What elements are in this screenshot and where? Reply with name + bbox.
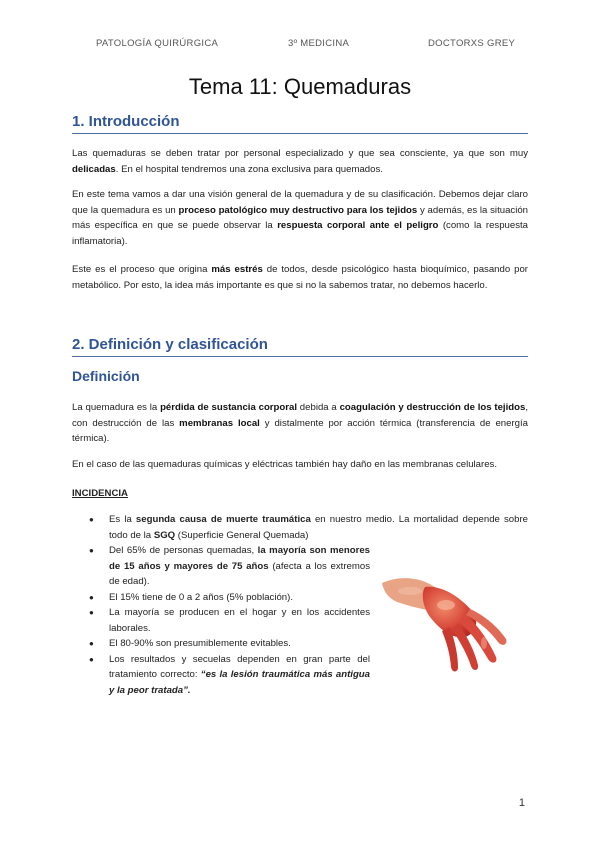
subheading-definicion: Definición bbox=[72, 368, 140, 384]
page-title: Tema 11: Quemaduras bbox=[188, 74, 412, 99]
intro-paragraph-2: En este tema vamos a dar una visión general de la quemadura y de su clasificación. Debemos dejar claro que la quemadura es un proceso patológico muy destructivo para los tejidos y además, es la situación más específica en que se puede observar la respuesta corporal ante el peligro (como la respuesta inflamatoria). bbox=[72, 189, 529, 247]
definition-paragraph-1: La quemadura es la pérdida de sustancia corporal debida a coagulación y destrucción de los tejidos, con destrucción de las membranas local y distalmente por acción térmica (transferencia de energía térmica). bbox=[72, 402, 528, 444]
page-number: 1 bbox=[518, 797, 525, 809]
definition-paragraph-2: En el caso de las quemaduras químicas y eléctricas también hay daño en las membranas celulares. bbox=[72, 459, 498, 470]
intro-paragraph-1: Las quemaduras se deben tratar por personal especializado y que sea consciente, ya que son muy delicadas. En el hospital tendremos una zona exclusiva para quemados. bbox=[72, 148, 528, 175]
incidence-list-top bbox=[89, 512, 528, 543]
header-author: DOCTORXS GREY bbox=[428, 38, 516, 49]
section-heading-intro: 1. Introducción bbox=[72, 113, 180, 130]
list-item: ● Los resultados y secuelas dependen en gran parte del tratamiento correcto: “es la lesión traumática más antigua y la peor tratada”. bbox=[89, 652, 370, 699]
list-item: ● Del 65% de personas quemadas, la mayoría son menores de 15 años y mayores de 75 años (afecta a los extremos de edad). bbox=[89, 543, 370, 590]
section-rule bbox=[72, 356, 528, 357]
list-item: ● Es la segunda causa de muerte traumática en nuestro medio. La mortalidad depende sobre todo de la SGQ (Superficie General Quemada) bbox=[89, 512, 528, 543]
intro-paragraph-3: Este es el proceso que origina más estrés de todos, desde psicológico hasta bioquímico, pasando por metabólico. Por esto, la idea más importante es que si no la sabemos tratar, no debemos hacerlo. bbox=[72, 264, 528, 291]
list-item: ● El 15% tiene de 0 a 2 años (5% población). bbox=[89, 590, 370, 606]
burned-hand-image bbox=[380, 565, 510, 675]
incidence-list bbox=[89, 543, 370, 698]
section-heading-definition: 2. Definición y clasificación bbox=[72, 336, 268, 353]
list-item: ● El 80-90% son presumiblemente evitables. bbox=[89, 636, 370, 652]
incidencia-label: INCIDENCIA bbox=[72, 488, 128, 499]
header-subject: PATOLOGÍA QUIRÚRGICA bbox=[96, 38, 219, 49]
list-item: ● La mayoría se producen en el hogar y en los accidentes laborales. bbox=[89, 605, 370, 636]
header-course: 3º MEDICINA bbox=[288, 38, 350, 49]
section-rule bbox=[72, 133, 528, 134]
